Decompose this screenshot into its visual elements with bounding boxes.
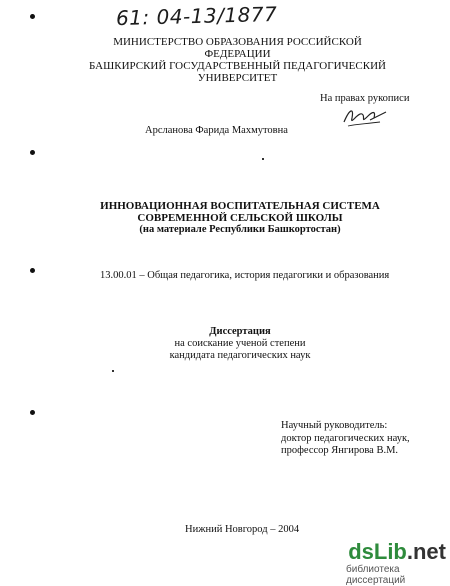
scan-speck — [112, 370, 114, 372]
dslib-logo: dsLib.net — [348, 539, 446, 564]
library-stamp-number: 61: 04-13/1877 — [115, 1, 278, 31]
handwritten-signature — [340, 102, 390, 130]
dissertation-title — [95, 200, 385, 224]
dslib-watermark — [346, 539, 446, 586]
advisor-degree: доктор педагогических наук, — [281, 432, 410, 444]
degree-line-2: кандидата педагогических наук — [169, 350, 311, 361]
institution-line-1: МИНИСТЕРСТВО ОБРАЗОВАНИЯ РОССИЙСКОЙ ФЕДЕРАЦИИ — [113, 36, 362, 60]
advisor-block — [281, 420, 410, 458]
punch-hole-mark — [30, 14, 35, 19]
specialty-code: 13.00.01 – Общая педагогика, история педагогики и образования — [100, 270, 390, 281]
degree-line-1: на соискание ученой степени — [174, 338, 306, 349]
scan-speck — [262, 158, 264, 160]
dslib-tagline: библиотека диссертаций — [346, 564, 406, 586]
punch-hole-mark — [30, 410, 35, 415]
advisor-name: профессор Янгирова В.М. — [281, 445, 399, 456]
punch-hole-mark — [30, 268, 35, 273]
author-name: Арсланова Фарида Махмутовна — [145, 125, 288, 136]
institution-line-2: БАШКИРСКИЙ ГОСУДАРСТВЕННЫЙ ПЕДАГОГИЧЕСКИЙ — [89, 60, 386, 72]
institution-header — [80, 36, 395, 84]
manuscript-rights-note: На правах рукописи — [320, 93, 410, 104]
punch-hole-mark — [30, 150, 35, 155]
dissertation-heading: Диссертация — [209, 326, 271, 337]
title-line-2: СОВРЕМЕННОЙ СЕЛЬСКОЙ ШКОЛЫ — [137, 212, 343, 224]
institution-line-3: УНИВЕРСИТЕТ — [197, 72, 278, 84]
advisor-label: Научный руководитель: — [281, 420, 388, 431]
dissertation-subtitle: (на материале Республики Башкортостан) — [139, 224, 341, 235]
degree-block — [140, 326, 340, 362]
city-and-year: Нижний Новгород – 2004 — [185, 524, 300, 535]
title-line-1: ИННОВАЦИОННАЯ ВОСПИТАТЕЛЬНАЯ СИСТЕМА — [100, 200, 380, 212]
